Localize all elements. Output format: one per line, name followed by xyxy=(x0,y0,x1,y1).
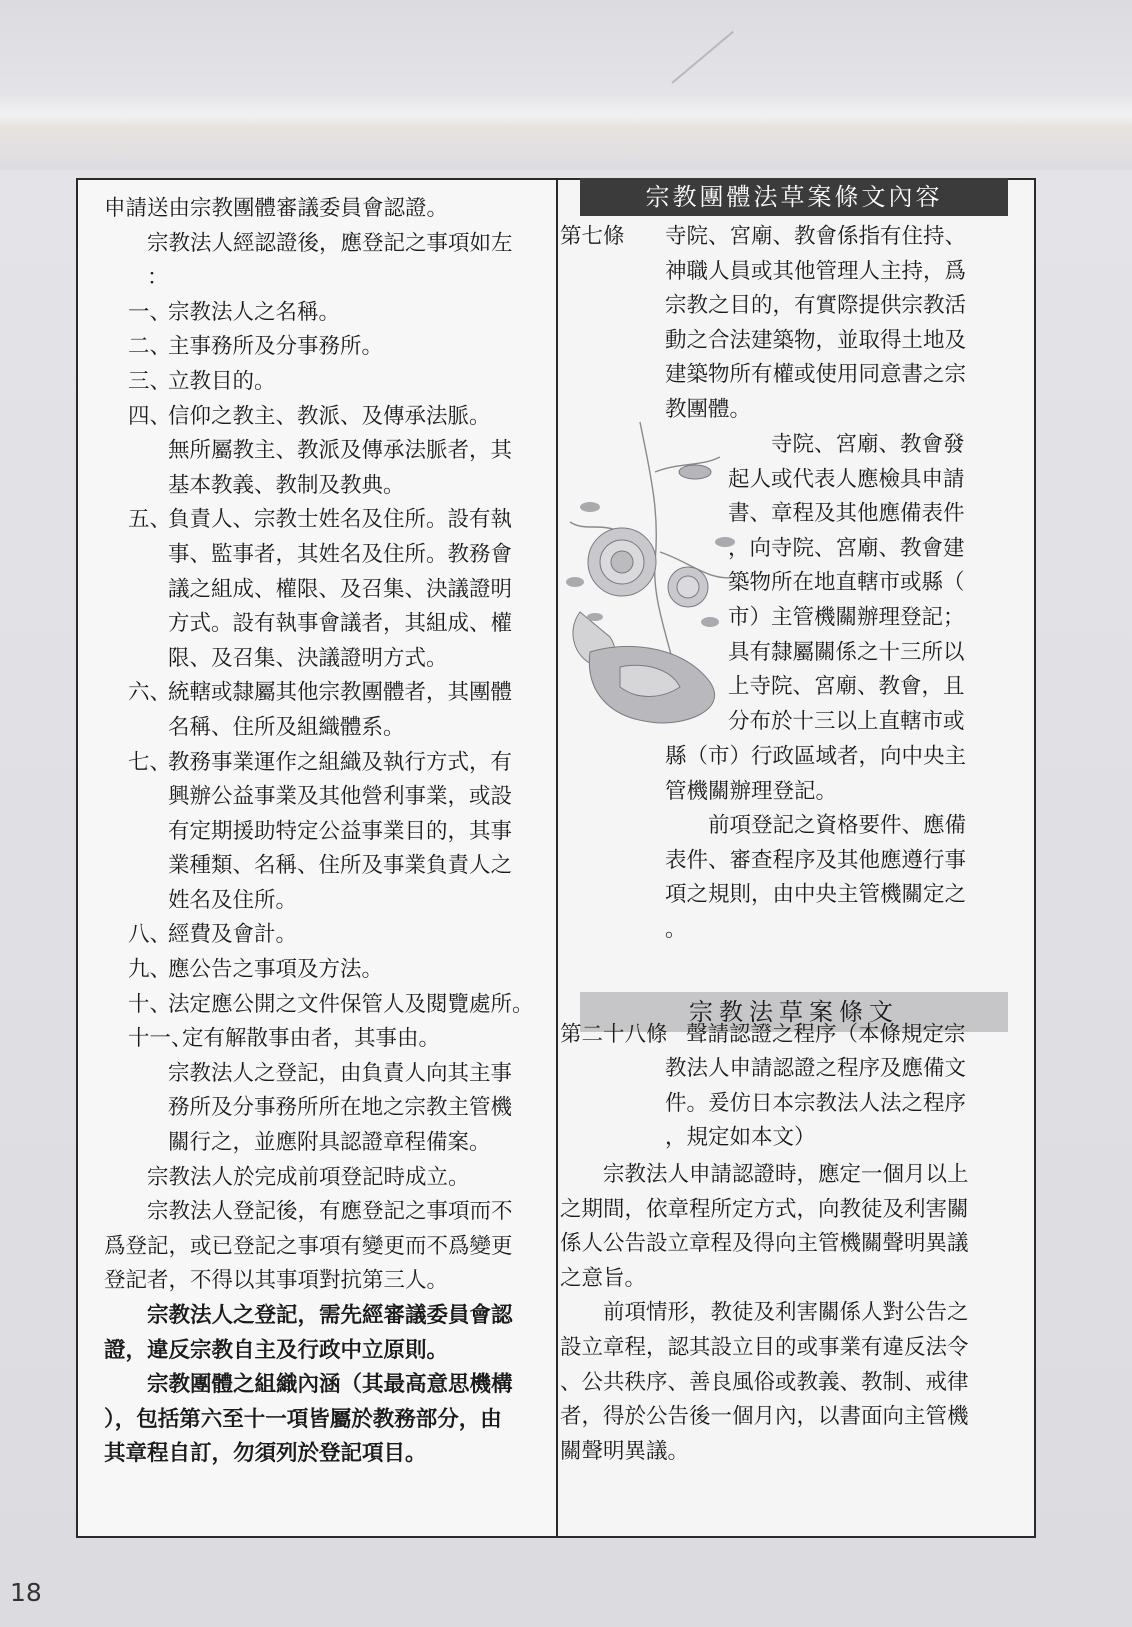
article-7-paragraph-2 xyxy=(728,428,988,739)
article-line: 管機關辦理登記。 xyxy=(665,778,838,804)
article-line: 具有隸屬關係之十三所以 xyxy=(728,639,965,665)
item-text: 興辦公益事業及其他營利事業，或設 xyxy=(168,784,513,810)
item-text: 宗教法人之名稱。 xyxy=(168,299,341,325)
article-line: 築物所在地直轄市或縣（ xyxy=(728,570,965,596)
item-text: 宗教法人之登記，由負責人向其主事 xyxy=(168,1060,513,1086)
item-text: 應公告之事項及方法。 xyxy=(168,957,384,983)
article-line: 表件、審查程序及其他應遵行事 xyxy=(665,847,967,873)
flower-bird-illustration xyxy=(560,412,750,732)
registration-item-11 xyxy=(104,1022,544,1160)
article-line: 、公共秩序、善良風俗或教義、教制、戒律 xyxy=(560,1369,969,1395)
left-column xyxy=(104,192,544,1472)
registration-item xyxy=(104,676,544,745)
page-number: 18 xyxy=(10,1578,42,1607)
article-line: 設立章程，認其設立目的或事業有違反法令 xyxy=(560,1334,969,1360)
article-7-label: 第七條 xyxy=(560,224,625,249)
article-line: 寺院、宮廟、教會發 xyxy=(771,432,965,457)
item-text: 教務事業運作之組織及執行方式，有 xyxy=(168,749,513,775)
item-number: 二、 xyxy=(128,334,172,360)
article-line: 之期間，依章程所定方式，向教徒及利害關 xyxy=(560,1196,969,1222)
item-number: 三、 xyxy=(128,368,172,394)
item-text: 關行之，並應附具認證章程備案。 xyxy=(168,1130,491,1156)
item-text: 主事務所及分事務所。 xyxy=(168,334,384,360)
item-text: 名稱、住所及組織體系。 xyxy=(168,714,405,740)
intro-line: 申請送由宗教團體審議委員會認證。 xyxy=(104,196,449,221)
item-text: 務所及分事務所所在地之宗教主管機 xyxy=(168,1095,513,1121)
article-28-heading-cont xyxy=(665,1052,985,1156)
article-line: 上寺院、宮廟、教會，且 xyxy=(728,674,965,700)
article-28-body xyxy=(560,1158,990,1469)
article-line: 前項登記之資格要件、應備 xyxy=(708,813,967,839)
comment-bold-1: 證，違反宗教自主及行政中立原則。 xyxy=(104,1337,449,1363)
item-text: 基本教義、教制及教典。 xyxy=(168,472,405,498)
paragraph-change: 爲登記，或已登記之事項有變更而不爲變更 xyxy=(104,1233,513,1259)
item-text: 姓名及住所。 xyxy=(168,887,298,913)
paragraph-change: 登記者，不得以其事項對抗第三人。 xyxy=(104,1268,449,1294)
registration-item xyxy=(104,330,544,365)
page-header-band xyxy=(0,0,1132,170)
column-divider xyxy=(556,178,558,1538)
article-line: 項之規則，由中央主管機關定之 xyxy=(665,882,967,908)
item-text: 限、及召集、決議證明方式。 xyxy=(168,645,448,671)
article-line: 宗教法人申請認證時，應定一個月以上 xyxy=(603,1162,969,1187)
registration-items-list xyxy=(104,296,544,1022)
article-28-heading xyxy=(686,1018,986,1053)
registration-item xyxy=(104,953,544,988)
article-line: 書、章程及其他應備表件 xyxy=(728,501,965,527)
article-line: ，規定如本文） xyxy=(665,1125,816,1151)
article-line: 動之合法建築物，並取得土地及 xyxy=(665,327,967,353)
article-line: 寺院、宮廟、教會係指有住持、 xyxy=(665,224,967,249)
comment-bold-2: 其章程自訂，勿須列於登記項目。 xyxy=(104,1441,427,1467)
article-28-label: 第二十八條 xyxy=(560,1022,668,1047)
registration-item xyxy=(104,746,544,919)
paragraph-established: 宗教法人於完成前項登記時成立。 xyxy=(147,1164,470,1190)
item-text: 統轄或隸屬其他宗教團體者，其團體 xyxy=(168,680,513,706)
article-line: 教法人申請認證之程序及應備文 xyxy=(665,1056,967,1081)
item-number: 四、 xyxy=(128,403,172,429)
comment-bold-1: 宗教法人之登記，需先經審議委員會認 xyxy=(147,1303,513,1328)
comment-bold-2: 宗教團體之組織內涵（其最高意思機構 xyxy=(147,1372,513,1398)
article-line: 件。爰仿日本宗教法人法之程序 xyxy=(665,1090,967,1116)
paragraph-change: 宗教法人登記後，有應登記之事項而不 xyxy=(147,1199,513,1225)
article-line: 關聲明異議。 xyxy=(560,1438,690,1464)
item-number: 一、 xyxy=(128,299,172,325)
comment-bold-2: ），包括第六至十一項皆屬於教務部分，由 xyxy=(104,1406,502,1432)
article-line: 係人公告設立章程及得向主管機關聲明異議 xyxy=(560,1231,969,1257)
article-line: 教團體。 xyxy=(665,396,752,422)
registration-intro: 宗教法人經認證後，應登記之事項如左 xyxy=(147,230,513,256)
item-number: 十一、 xyxy=(128,1026,193,1052)
item-text: 無所屬教主、教派及傳承法脈者，其 xyxy=(168,438,513,464)
registration-item xyxy=(104,400,544,504)
registration-item xyxy=(104,918,544,953)
item-number: 十、 xyxy=(128,991,172,1017)
item-text: 方式。設有執事會議者，其組成、權 xyxy=(168,611,513,637)
item-text: 法定應公開之文件保管人及閱覽處所。 xyxy=(168,991,534,1017)
item-text: 議之組成、權限、及召集、決議證明 xyxy=(168,576,513,602)
item-text: 負責人、宗教士姓名及住所。設有執 xyxy=(168,507,513,533)
section-banner-religious-group-act: 宗教團體法草案條文內容 xyxy=(580,178,1008,216)
registration-item xyxy=(104,988,544,1023)
article-line: 縣（市）行政區域者，向中央主 xyxy=(665,744,967,769)
registration-item xyxy=(104,503,544,676)
item-number: 五、 xyxy=(128,507,172,533)
article-7-paragraph-2-tail xyxy=(665,740,985,948)
item-text: 事、監事者，其姓名及住所。教務會 xyxy=(168,541,513,567)
registration-intro-colon: ： xyxy=(147,265,169,291)
article-7-text xyxy=(665,220,985,428)
article-line: 聲請認證之程序（本條規定宗 xyxy=(686,1022,966,1047)
item-text: 立教目的。 xyxy=(168,368,276,394)
article-line: 之意旨。 xyxy=(560,1265,647,1291)
section-banner-religion-law: 宗教法草案條文 xyxy=(580,992,1008,1032)
article-line: 前項情形，教徒及利害關係人對公告之 xyxy=(603,1300,969,1326)
item-text: 經費及會計。 xyxy=(168,922,298,948)
article-line: 宗教之目的，有實際提供宗教活 xyxy=(665,293,967,319)
item-text: 定有解散事由者，其事由。 xyxy=(182,1026,441,1052)
item-text: 業種類、名稱、住所及事業負責人之 xyxy=(168,853,513,879)
article-line: 分布於十三以上直轄市或 xyxy=(728,708,965,734)
item-number: 七、 xyxy=(128,749,172,775)
item-number: 八、 xyxy=(128,922,172,948)
item-text: 信仰之教主、教派、及傳承法脈。 xyxy=(168,403,491,429)
registration-item xyxy=(104,296,544,331)
item-number: 九、 xyxy=(128,957,172,983)
article-line: 建築物所有權或使用同意書之宗 xyxy=(665,362,967,388)
article-line: 神職人員或其他管理人主持，爲 xyxy=(665,258,967,284)
item-number: 六、 xyxy=(128,680,172,706)
article-line: 。 xyxy=(665,916,687,942)
item-text: 有定期援助特定公益事業目的，其事 xyxy=(168,818,513,844)
article-line: 起人或代表人應檢具申請 xyxy=(728,466,965,492)
registration-item xyxy=(104,365,544,400)
article-line: ，向寺院、宮廟、教會建 xyxy=(728,535,965,561)
article-line: 者，得於公告後一個月內，以書面向主管機 xyxy=(560,1404,969,1430)
article-line: 市）主管機關辦理登記； xyxy=(728,604,965,630)
